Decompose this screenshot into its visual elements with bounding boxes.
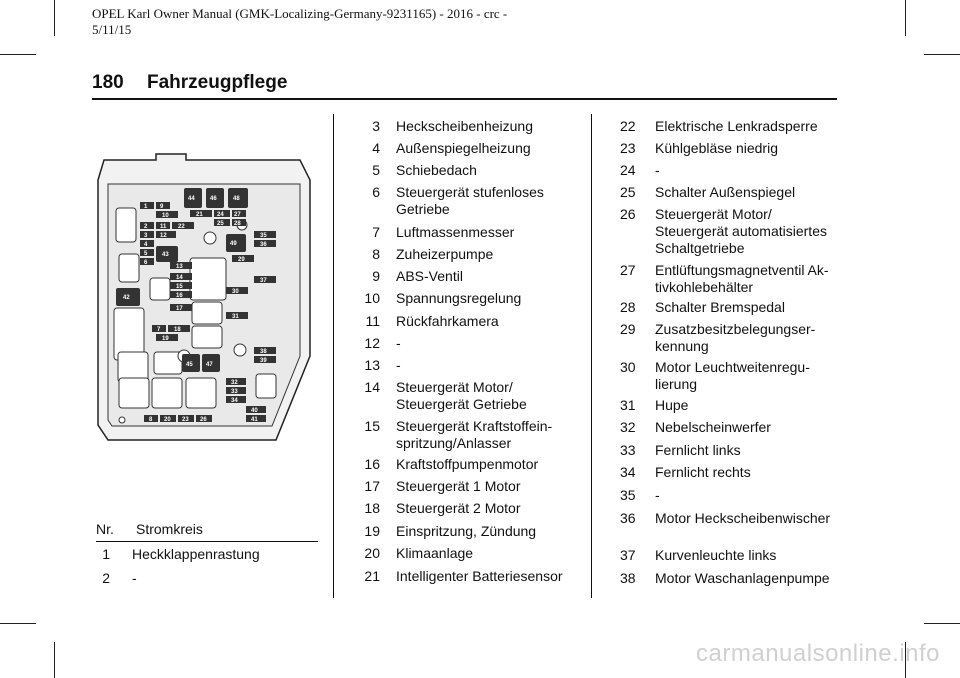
fuse-number: 25: [620, 184, 636, 200]
circuit-name: -: [132, 570, 137, 586]
fuse-number: 2: [102, 570, 110, 586]
fuse-number: 7: [372, 224, 380, 240]
document-meta: OPEL Karl Owner Manual (GMK-Localizing-Germany-9231165) - 2016 - crc - 5/11/15: [92, 6, 508, 37]
svg-text:27: 27: [234, 212, 241, 218]
fuse-number: 18: [364, 500, 380, 516]
column-divider: [591, 114, 592, 598]
svg-text:47: 47: [206, 362, 213, 368]
fuse-number: 32: [620, 419, 636, 435]
circuit-name: Nebelscheinwerfer: [655, 419, 771, 435]
fuse-number: 3: [372, 118, 380, 134]
header-nr: Nr.: [96, 521, 114, 537]
svg-text:29: 29: [238, 257, 245, 263]
svg-text:35: 35: [260, 233, 267, 239]
svg-text:17: 17: [176, 306, 183, 312]
svg-text:37: 37: [260, 278, 267, 284]
svg-text:25: 25: [217, 221, 224, 227]
page-number: 180: [92, 72, 124, 93]
fuse-number: 30: [620, 359, 636, 375]
fuse-box-drawing: [86, 150, 316, 450]
svg-text:8: 8: [149, 417, 153, 423]
fuse-number: 37: [620, 547, 636, 563]
svg-text:20: 20: [164, 417, 171, 423]
circuit-name: Luftmassenmesser: [396, 224, 515, 240]
circuit-name: Steuergerät Motor/ Steuergerät automatisiertes Schaltgetriebe: [655, 206, 827, 256]
svg-text:16: 16: [176, 293, 183, 299]
svg-text:49: 49: [230, 241, 237, 247]
svg-text:43: 43: [162, 252, 169, 258]
svg-text:13: 13: [176, 264, 183, 270]
fuse-number: 29: [620, 321, 636, 337]
svg-text:21: 21: [196, 212, 203, 218]
circuit-name: Steuergerät Kraftstoffein- spritzung/Anlasser: [396, 418, 553, 451]
circuit-name: Heckscheibenheizung: [396, 118, 533, 134]
fuse-number: 8: [372, 246, 380, 262]
svg-text:36: 36: [260, 242, 267, 248]
circuit-name: Motor Leuchtweitenregu- lierung: [655, 359, 810, 392]
svg-text:4: 4: [144, 242, 148, 248]
fuse-number: 24: [620, 162, 636, 178]
title-divider: [92, 98, 837, 100]
circuit-name: Fernlicht links: [655, 442, 741, 458]
fuse-number: 38: [620, 570, 636, 586]
svg-text:45: 45: [186, 362, 193, 368]
svg-text:3: 3: [144, 233, 148, 239]
fuse-number: 26: [620, 206, 636, 222]
fuse-number: 13: [364, 357, 380, 373]
svg-text:2: 2: [144, 224, 148, 230]
fuse-number: 36: [620, 510, 636, 526]
circuit-name: Außenspiegelheizung: [396, 140, 531, 156]
svg-text:28: 28: [234, 221, 241, 227]
fuse-number: 17: [364, 478, 380, 494]
fuse-number: 9: [372, 268, 380, 284]
svg-text:18: 18: [174, 327, 181, 333]
fuse-number: 31: [620, 397, 636, 413]
circuit-name: Fernlicht rechts: [655, 464, 751, 480]
svg-text:39: 39: [260, 358, 267, 364]
svg-text:41: 41: [251, 417, 258, 423]
svg-text:32: 32: [231, 380, 238, 386]
fuse-number: 10: [364, 290, 380, 306]
circuit-name: ABS-Ventil: [396, 268, 463, 284]
fuse-number: 21: [364, 568, 380, 584]
circuit-name: Steuergerät 2 Motor: [396, 500, 521, 516]
circuit-name: Steuergerät 1 Motor: [396, 478, 521, 494]
circuit-name: Spannungsregelung: [396, 290, 522, 306]
fuse-number: 11: [365, 313, 380, 329]
circuit-name: Einspritzung, Zündung: [396, 523, 537, 539]
fuse-number: 19: [364, 523, 380, 539]
svg-text:34: 34: [231, 398, 238, 404]
svg-text:15: 15: [176, 284, 183, 290]
circuit-name: Hupe: [655, 397, 689, 413]
circuit-name: Elektrische Lenkradsperre: [655, 118, 818, 134]
svg-text:14: 14: [176, 275, 183, 281]
crop-mark: [0, 54, 36, 55]
circuit-name: Heckklappenrastung: [132, 546, 260, 562]
fuse-number: 1: [102, 546, 110, 562]
crop-mark: [905, 0, 906, 36]
circuit-name: Klimaanlage: [396, 545, 474, 561]
fuse-number: 20: [364, 545, 380, 561]
fuse-number: 34: [620, 464, 636, 480]
svg-text:1: 1: [144, 204, 148, 210]
crop-mark: [924, 623, 960, 624]
circuit-name: Zuheizerpumpe: [396, 246, 494, 262]
svg-text:33: 33: [231, 389, 238, 395]
svg-text:31: 31: [232, 314, 239, 320]
fuse-number: 33: [620, 442, 636, 458]
svg-text:42: 42: [123, 295, 130, 301]
crop-mark: [54, 642, 55, 678]
circuit-name: Schiebedach: [396, 162, 477, 178]
circuit-name: Motor Heckscheibenwischer: [655, 510, 831, 526]
svg-text:38: 38: [260, 349, 267, 355]
circuit-name: Kraftstoffpumpenmotor: [396, 456, 539, 472]
svg-text:6: 6: [144, 260, 148, 266]
circuit-name: Intelligenter Batteriesensor: [396, 568, 563, 584]
fuse-number: 28: [620, 299, 636, 315]
fuse-number: 12: [364, 335, 380, 351]
crop-mark: [0, 623, 36, 624]
column-divider: [333, 114, 334, 598]
svg-text:26: 26: [200, 417, 207, 423]
svg-text:48: 48: [233, 196, 240, 202]
crop-mark: [924, 54, 960, 55]
svg-text:5: 5: [144, 251, 148, 257]
fuse-number: 14: [364, 379, 380, 395]
header-circuit: Stromkreis: [136, 521, 203, 537]
fuse-number: 27: [620, 262, 636, 278]
svg-text:23: 23: [182, 417, 189, 423]
fuse-number: 16: [364, 456, 380, 472]
circuit-name: Steuergerät Motor/ Steuergerät Getriebe: [396, 379, 527, 412]
circuit-name: Steuergerät stufenloses Getriebe: [396, 184, 544, 217]
svg-text:22: 22: [178, 224, 185, 230]
fuse-number: 23: [620, 140, 636, 156]
svg-text:12: 12: [160, 233, 167, 239]
svg-text:30: 30: [232, 289, 239, 295]
svg-text:24: 24: [217, 212, 224, 218]
circuit-name: Schalter Bremspedal: [655, 299, 785, 315]
svg-text:10: 10: [162, 213, 169, 219]
circuit-name: -: [396, 357, 401, 373]
page-title: Fahrzeugpflege: [147, 72, 288, 93]
circuit-name: Rückfahrkamera: [396, 313, 499, 329]
svg-text:9: 9: [160, 204, 164, 210]
circuit-name: Kühlgebläse niedrig: [655, 140, 778, 156]
fuse-number: 5: [372, 162, 380, 178]
crop-mark: [54, 0, 55, 36]
fuse-number: 22: [620, 118, 636, 134]
svg-text:44: 44: [188, 196, 195, 202]
fuse-number: 6: [372, 184, 380, 200]
fuse-number: 35: [620, 487, 636, 503]
circuit-name: -: [655, 487, 660, 503]
svg-text:7: 7: [157, 327, 161, 333]
fuse-box-diagram: [86, 150, 316, 450]
fuse-number: 4: [372, 140, 380, 156]
svg-text:11: 11: [160, 224, 167, 230]
watermark: carmanualsonline.info: [696, 640, 940, 667]
circuit-name: Kurvenleuchte links: [655, 547, 777, 563]
circuit-name: -: [396, 335, 401, 351]
circuit-name: -: [655, 162, 660, 178]
svg-text:40: 40: [251, 408, 258, 414]
circuit-name: Zusatzbesitzbelegungser- kennung: [655, 321, 816, 354]
svg-text:19: 19: [162, 336, 169, 342]
circuit-name: Entlüftungsmagnetventil Ak- tivkohlebehälter: [655, 262, 829, 295]
fuse-number: 15: [364, 418, 380, 434]
table-header-rule: [96, 541, 318, 542]
svg-text:46: 46: [210, 196, 217, 202]
circuit-name: Schalter Außenspiegel: [655, 184, 796, 200]
circuit-name: Motor Waschanlagenpumpe: [655, 570, 830, 586]
